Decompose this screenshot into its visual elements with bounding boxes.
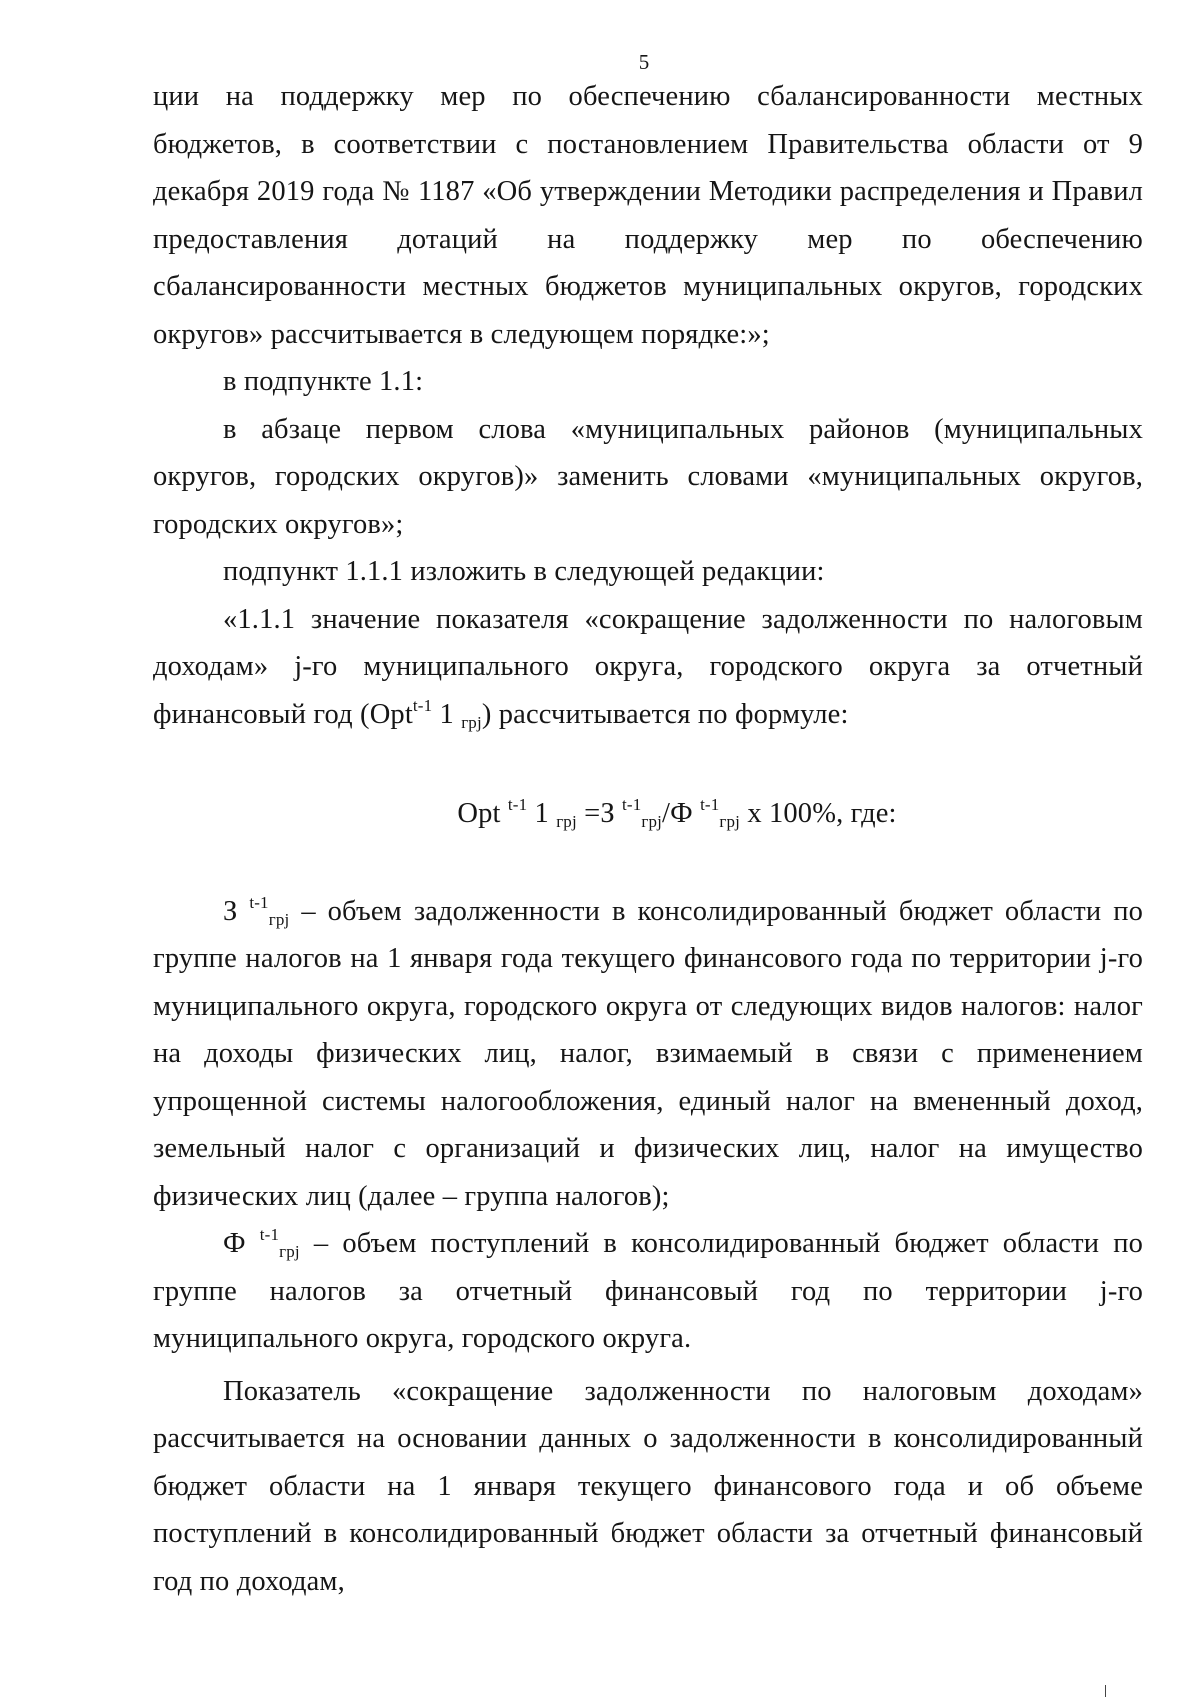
indicator-superscript: t-1 xyxy=(412,695,433,715)
paragraph-indicator-calculation: Показатель «сокращение задолженности по налоговым доходам» рассчитывается на основании данных о задолженности в консолидированный бюджет области на 1 января текущего финансового года и об объеме поступлений в консолидированный бюджет области за отчетный финансовый год по доходам, xyxy=(153,1375,1143,1597)
formula-lhs-superscript: t-1 xyxy=(507,795,528,814)
receipts-symbol: Ф xyxy=(223,1228,260,1259)
indicator-text-suffix: ) рассчитывается по формуле: xyxy=(481,698,849,730)
formula-lhs: Opt xyxy=(457,798,508,829)
formula xyxy=(211,790,1143,838)
paragraph-receipts-definition xyxy=(153,1220,1143,1363)
page-number: 5 xyxy=(638,50,650,74)
formula-divide-f: /Ф xyxy=(662,798,701,829)
indicator-number: 1 xyxy=(432,698,462,730)
paragraph-subpoint-1-1-1-edit: подпункт 1.1.1 изложить в следующей редакции: xyxy=(223,556,825,587)
formula-z-superscript: t-1 xyxy=(622,795,642,814)
indicator-subscript: грj xyxy=(461,712,482,732)
paragraph-continuation: ции на поддержку мер по обеспечению сбалансированности местных бюджетов, в соответствии с постановлением Правительства области от 9 декабря 2019 года № 1187 «Об утверждении Методики распределения и Правил предоставления дотаций на поддержку мер по обеспечению сбалансированности местных бюджетов муниципальных округов, городских округов» рассчитывается в следующем порядке:»; xyxy=(153,81,1143,350)
scan-mark xyxy=(1105,1685,1106,1697)
indicator-symbol: Opt xyxy=(369,698,413,730)
paragraph-indicator-definition xyxy=(153,596,1143,739)
formula-f-subscript: грj xyxy=(719,812,741,831)
paragraph-debt-definition xyxy=(153,888,1143,1221)
formula-f-superscript: t-1 xyxy=(700,795,720,814)
formula-lhs-number: 1 xyxy=(527,798,557,829)
formula-equals-z: =З xyxy=(576,798,623,829)
debt-text: – объем задолженности в консолидированный бюджет области по группе налогов на 1 января года текущего финансового года по территории j-го муниципального округа, городского округа от следующих видов налогов: налог на доходы физических лиц, налог, взимаемый в связи с применением упрощенной системы налогообложения, единый налог на вмененный доход, земельный налог с организаций и физических лиц, налог на имущество физических лиц (далее – группа налогов); xyxy=(153,895,1143,1212)
receipts-superscript: t-1 xyxy=(259,1225,280,1244)
debt-superscript: t-1 xyxy=(249,892,269,912)
receipts-subscript: грj xyxy=(279,1242,300,1261)
indicator-text-prefix: «1.1.1 значение показателя «сокращение задолженности по налоговым доходам» j-го муниципального округа, городского округа за отчетный финансовый год ( xyxy=(153,603,1143,730)
paragraph-subpoint-1-1: в подпункте 1.1: xyxy=(223,366,424,397)
receipts-text: – объем поступлений в консолидированный бюджет области по группе налогов за отчетный финансовый год по территории j-го муниципального округа, городского округа. xyxy=(153,1228,1143,1354)
formula-tail: х 100%, где: xyxy=(740,798,897,829)
debt-symbol: З xyxy=(223,895,250,927)
document-body xyxy=(153,73,1143,1605)
formula-z-subscript: грj xyxy=(641,812,663,831)
paragraph-first-abzac-change: в абзаце первом слова «муниципальных районов (муниципальных округов, городских округов)» заменить словами «муниципальных округов, городских округов»; xyxy=(153,413,1143,540)
formula-lhs-subscript: грj xyxy=(556,812,577,831)
debt-subscript: грj xyxy=(268,909,290,929)
